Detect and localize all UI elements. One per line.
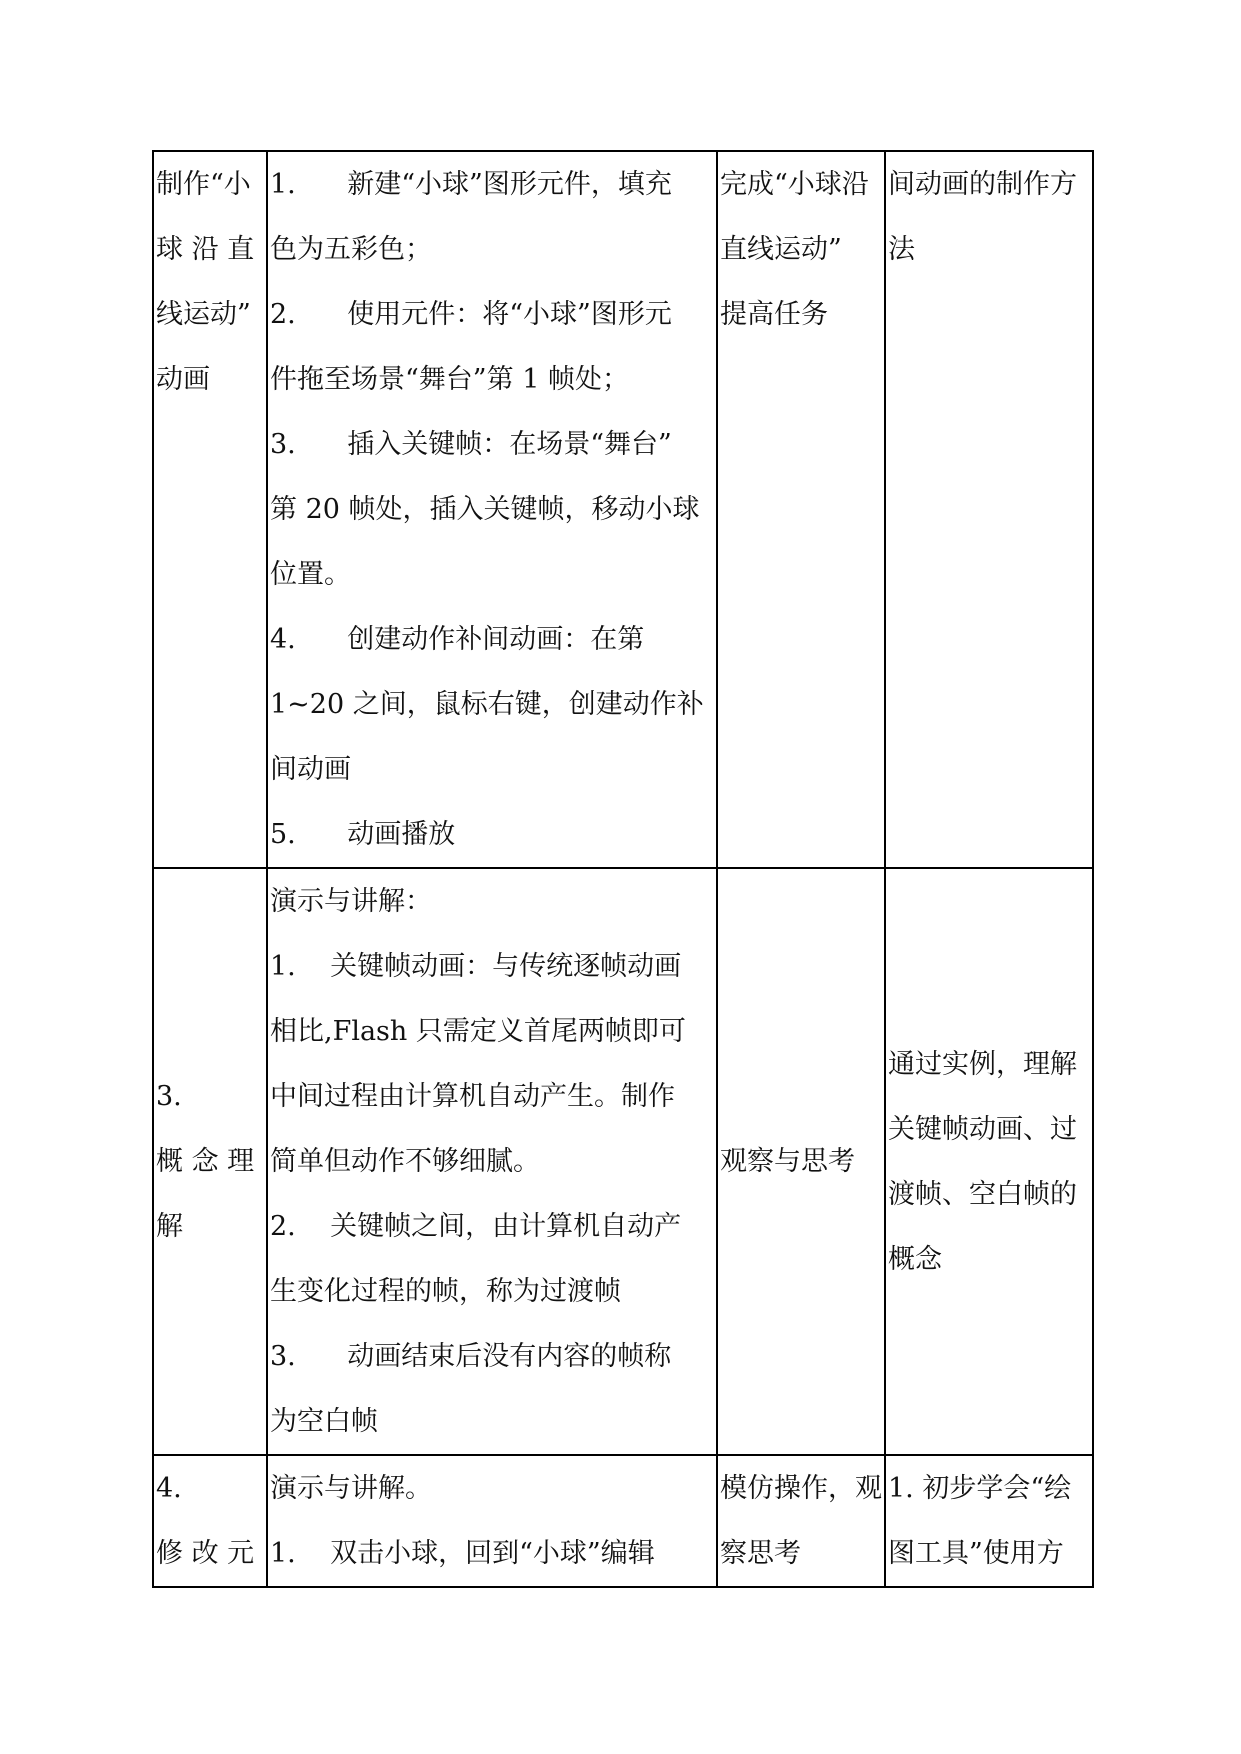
design-intent-cell — [885, 151, 1093, 868]
stage-cell — [153, 868, 267, 1455]
cell-line: 关键帧动画、过 — [888, 1113, 1077, 1145]
cell-line: 模仿操作，观 — [720, 1473, 882, 1504]
cell-line: 直线运动” — [720, 234, 842, 265]
cell-line: 1~20 之间，鼠标右键，创建动作补 — [270, 689, 704, 720]
cell-line: 色为五彩色； — [270, 234, 432, 265]
cell-line: 间动画 — [270, 754, 351, 785]
cell-line: 简单但动作不够细腻。 — [270, 1146, 540, 1177]
student-activity-cell — [717, 151, 885, 868]
cell-line: 生变化过程的帧，称为过渡帧 — [270, 1276, 621, 1307]
cell-line: 完成“小球沿 — [720, 169, 869, 200]
cell-line: 2. 使用元件：将“小球”图形元 — [270, 299, 672, 330]
cell-line: 修 改 元 — [156, 1538, 255, 1569]
cell-line: 2. 关键帧之间，由计算机自动产 — [270, 1211, 682, 1242]
stage-cell — [153, 1455, 267, 1587]
cell-line: 位置。 — [270, 559, 351, 590]
cell-line: 3. 动画结束后没有内容的帧称 — [270, 1341, 672, 1372]
cell-line: 4. — [156, 1473, 182, 1504]
stage-cell — [153, 151, 267, 868]
cell-line: 1. 双击小球，回到“小球”编辑 — [270, 1538, 655, 1569]
cell-line: 为空白帧 — [270, 1406, 378, 1437]
cell-line: 演示与讲解： — [270, 886, 432, 917]
design-intent-cell — [885, 868, 1093, 1455]
cell-line: 3. — [156, 1081, 182, 1112]
cell-line: 法 — [888, 234, 915, 265]
cell-line: 图工具”使用方 — [888, 1538, 1064, 1569]
teacher-activity-cell — [267, 1455, 717, 1587]
teacher-activity-cell — [267, 151, 717, 868]
table-row — [153, 1455, 1093, 1587]
lesson-plan-table — [152, 150, 1094, 1588]
cell-line: 演示与讲解。 — [270, 1473, 432, 1504]
cell-line: 相比,Flash 只需定义首尾两帧即可 — [270, 1016, 686, 1047]
cell-line: 1. 新建“小球”图形元件，填充 — [270, 169, 672, 200]
cell-line: 动画 — [156, 364, 210, 395]
cell-line: 制作“小 — [156, 169, 251, 200]
cell-line: 第 20 帧处，插入关键帧，移动小球 — [270, 494, 700, 525]
student-activity-cell — [717, 868, 885, 1455]
cell-line: 察思考 — [720, 1538, 801, 1569]
teacher-activity-cell — [267, 868, 717, 1455]
table-row — [153, 151, 1093, 868]
student-activity-cell — [717, 1455, 885, 1587]
cell-line: 渡帧、空白帧的 — [888, 1178, 1077, 1210]
cell-line: 5. 动画播放 — [270, 819, 456, 850]
cell-line: 解 — [156, 1211, 183, 1242]
cell-line: 1. 初步学会“绘 — [888, 1473, 1072, 1504]
table-row — [153, 868, 1093, 1455]
cell-line: 线运动” — [156, 299, 251, 330]
cell-line: 概念 — [888, 1243, 942, 1275]
cell-line: 间动画的制作方 — [888, 169, 1077, 200]
cell-line: 概 念 理 — [156, 1146, 255, 1177]
cell-line: 件拖至场景“舞台”第 1 帧处； — [270, 364, 629, 395]
cell-line: 1. 关键帧动画：与传统逐帧动画 — [270, 951, 682, 982]
cell-line: 球 沿 直 — [156, 234, 255, 265]
cell-line: 中间过程由计算机自动产生。制作 — [270, 1081, 675, 1112]
cell-line: 提高任务 — [720, 299, 828, 330]
cell-line: 通过实例，理解 — [888, 1048, 1077, 1080]
cell-line: 3. 插入关键帧：在场景“舞台” — [270, 429, 672, 460]
cell-line: 4. 创建动作补间动画：在第 — [270, 624, 645, 655]
design-intent-cell — [885, 1455, 1093, 1587]
cell-line: 观察与思考 — [720, 1146, 855, 1177]
